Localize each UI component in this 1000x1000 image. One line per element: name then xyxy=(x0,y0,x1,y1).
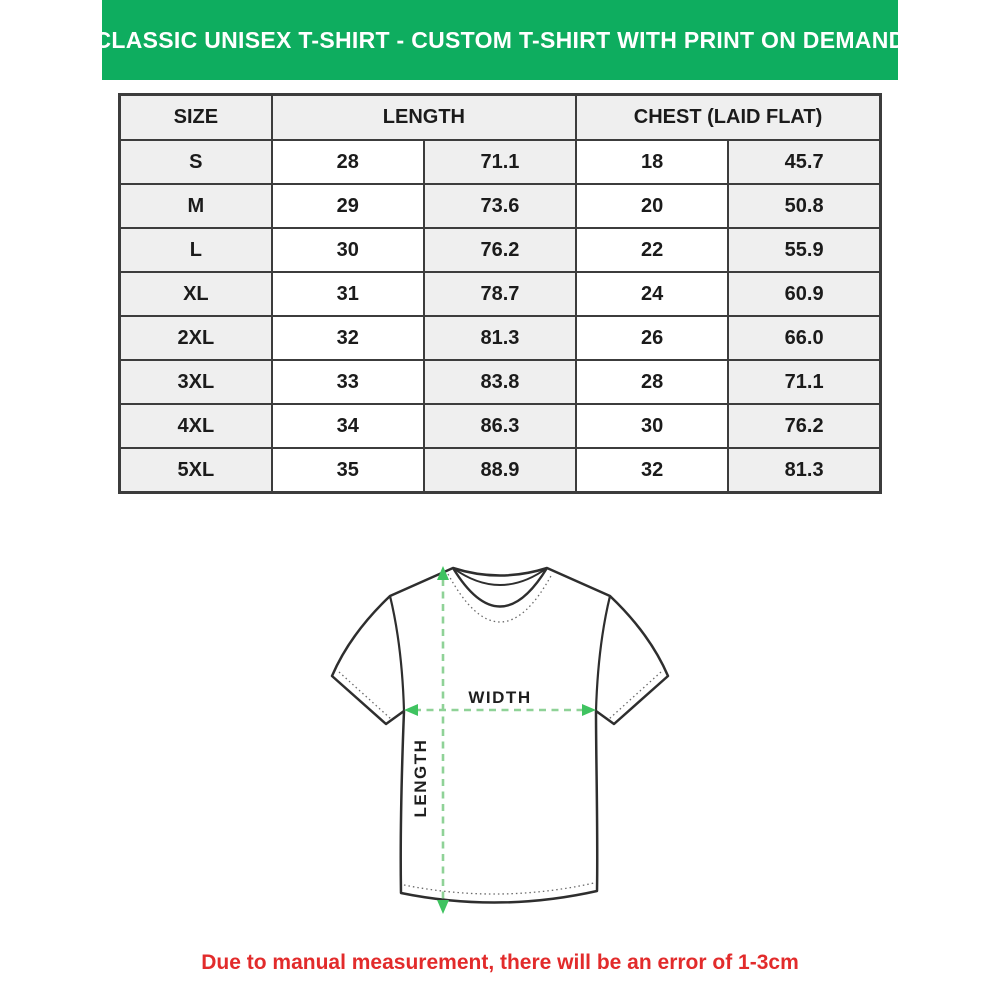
col-header-chest: CHEST (LAID FLAT) xyxy=(576,95,880,141)
col-header-size: SIZE xyxy=(120,95,272,141)
table-row xyxy=(120,228,881,272)
table-row xyxy=(120,272,881,316)
length-in-cell: 34 xyxy=(272,404,424,448)
size-cell: XL xyxy=(120,272,272,316)
chest-in-cell: 32 xyxy=(576,448,728,493)
length-in-cell: 33 xyxy=(272,360,424,404)
tshirt-measurement-diagram xyxy=(320,552,680,932)
length-in-cell: 32 xyxy=(272,316,424,360)
tshirt-outline-drawing xyxy=(332,568,668,903)
page-title: CLASSIC UNISEX T-SHIRT - CUSTOM T-SHIRT WITH PRINT ON DEMAND xyxy=(94,26,906,53)
size-cell: 5XL xyxy=(120,448,272,493)
length-in-cell: 28 xyxy=(272,140,424,184)
length-cm-cell: 86.3 xyxy=(424,404,576,448)
chest-cm-cell: 66.0 xyxy=(728,316,880,360)
length-in-cell: 30 xyxy=(272,228,424,272)
length-in-cell: 29 xyxy=(272,184,424,228)
length-cm-cell: 76.2 xyxy=(424,228,576,272)
table-row xyxy=(120,140,881,184)
chest-in-cell: 24 xyxy=(576,272,728,316)
chest-cm-cell: 81.3 xyxy=(728,448,880,493)
measurement-disclaimer: Due to manual measurement, there will be an error of 1-3cm xyxy=(201,951,799,974)
chest-cm-cell: 55.9 xyxy=(728,228,880,272)
length-cm-cell: 73.6 xyxy=(424,184,576,228)
chest-cm-cell: 76.2 xyxy=(728,404,880,448)
size-chart-table xyxy=(118,93,882,494)
arrow-down-icon xyxy=(437,900,449,914)
chest-in-cell: 26 xyxy=(576,316,728,360)
chest-cm-cell: 45.7 xyxy=(728,140,880,184)
chest-cm-cell: 60.9 xyxy=(728,272,880,316)
size-cell: S xyxy=(120,140,272,184)
table-row xyxy=(120,448,881,493)
length-cm-cell: 83.8 xyxy=(424,360,576,404)
chest-in-cell: 18 xyxy=(576,140,728,184)
length-cm-cell: 71.1 xyxy=(424,140,576,184)
length-label: LENGTH xyxy=(411,738,430,818)
size-chart-container xyxy=(118,93,882,494)
chest-cm-cell: 50.8 xyxy=(728,184,880,228)
chest-in-cell: 20 xyxy=(576,184,728,228)
size-cell: M xyxy=(120,184,272,228)
title-banner xyxy=(94,0,906,80)
size-cell: 4XL xyxy=(120,404,272,448)
length-in-cell: 31 xyxy=(272,272,424,316)
length-in-cell: 35 xyxy=(272,448,424,493)
table-row xyxy=(120,316,881,360)
length-cm-cell: 88.9 xyxy=(424,448,576,493)
table-row xyxy=(120,360,881,404)
size-cell: L xyxy=(120,228,272,272)
table-row xyxy=(120,404,881,448)
col-header-length: LENGTH xyxy=(272,95,576,141)
chest-in-cell: 22 xyxy=(576,228,728,272)
header-row xyxy=(120,95,881,141)
chest-in-cell: 28 xyxy=(576,360,728,404)
table-row xyxy=(120,184,881,228)
chest-cm-cell: 71.1 xyxy=(728,360,880,404)
size-cell: 3XL xyxy=(120,360,272,404)
chest-in-cell: 30 xyxy=(576,404,728,448)
size-cell: 2XL xyxy=(120,316,272,360)
width-label: WIDTH xyxy=(468,688,532,707)
length-cm-cell: 78.7 xyxy=(424,272,576,316)
length-cm-cell: 81.3 xyxy=(424,316,576,360)
